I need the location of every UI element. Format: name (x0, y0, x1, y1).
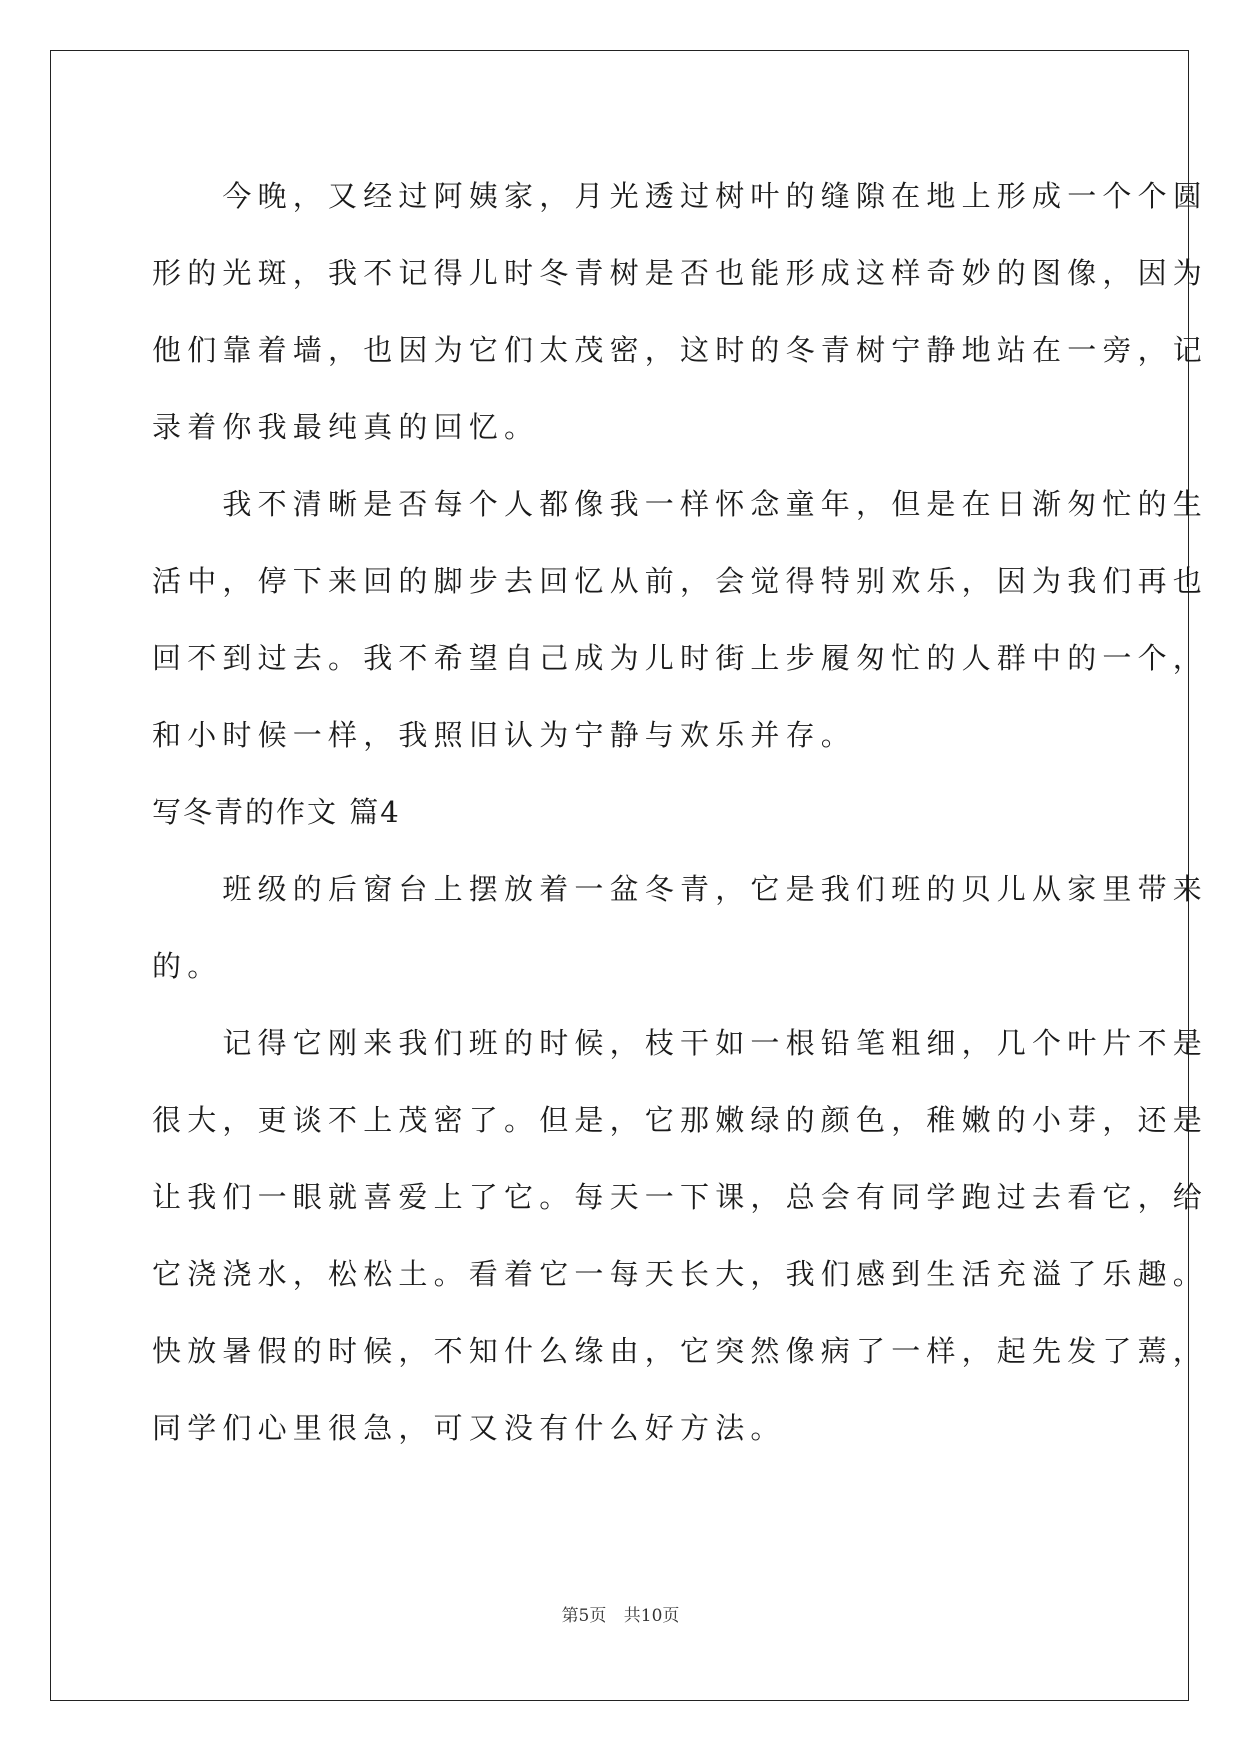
text-line: 和小时候一样，我照旧认为宁静与欢乐并存。 (152, 718, 857, 752)
text-line: 快放暑假的时候，不知什么缘由，它突然像病了一样，起先发了蔫， (152, 1334, 1209, 1368)
text-line: 的。 (152, 949, 223, 983)
text-line: 形的光斑，我不记得儿时冬青树是否也能形成这样奇妙的图像，因为 (152, 256, 1209, 290)
page-number-total: 共10页 (623, 1606, 680, 1626)
page-number-current: 第5页 (561, 1606, 607, 1626)
text-line: 很大，更谈不上茂密了。但是，它那嫩绿的颜色，稚嫩的小芽，还是 (152, 1103, 1209, 1137)
text-line: 班级的后窗台上摆放着一盆冬青，它是我们班的贝儿从家里带来 (152, 872, 1209, 906)
text-line: 活中，停下来回的脚步去回忆从前，会觉得特别欢乐，因为我们再也 (152, 564, 1209, 598)
text-line: 今晚，又经过阿姨家，月光透过树叶的缝隙在地上形成一个个圆 (152, 179, 1209, 213)
text-line: 它浇浇水，松松土。看着它一每天长大，我们感到生活充溢了乐趣。 (152, 1257, 1209, 1291)
text-line: 让我们一眼就喜爱上了它。每天一下课，总会有同学跑过去看它，给 (152, 1180, 1209, 1214)
document-body (152, 158, 1209, 1467)
paragraph (152, 158, 1209, 466)
text-line: 他们靠着墙，也因为它们太茂密，这时的冬青树宁静地站在一旁，记 (152, 333, 1209, 367)
page-footer (0, 1601, 1241, 1626)
paragraph (152, 1005, 1209, 1467)
text-line: 回不到过去。我不希望自己成为儿时街上步履匆忙的人群中的一个， (152, 641, 1209, 675)
text-line: 记得它刚来我们班的时候，枝干如一根铅笔粗细，几个叶片不是 (152, 1026, 1209, 1060)
text-line: 同学们心里很急，可又没有什么好方法。 (152, 1411, 786, 1445)
text-line: 录着你我最纯真的回忆。 (152, 410, 540, 444)
paragraph (152, 466, 1209, 774)
text-line: 我不清晰是否每个人都像我一样怀念童年，但是在日渐匆忙的生 (152, 487, 1209, 521)
section-heading: 写冬青的作文 篇4 (152, 795, 401, 829)
paragraph (152, 851, 1209, 1005)
